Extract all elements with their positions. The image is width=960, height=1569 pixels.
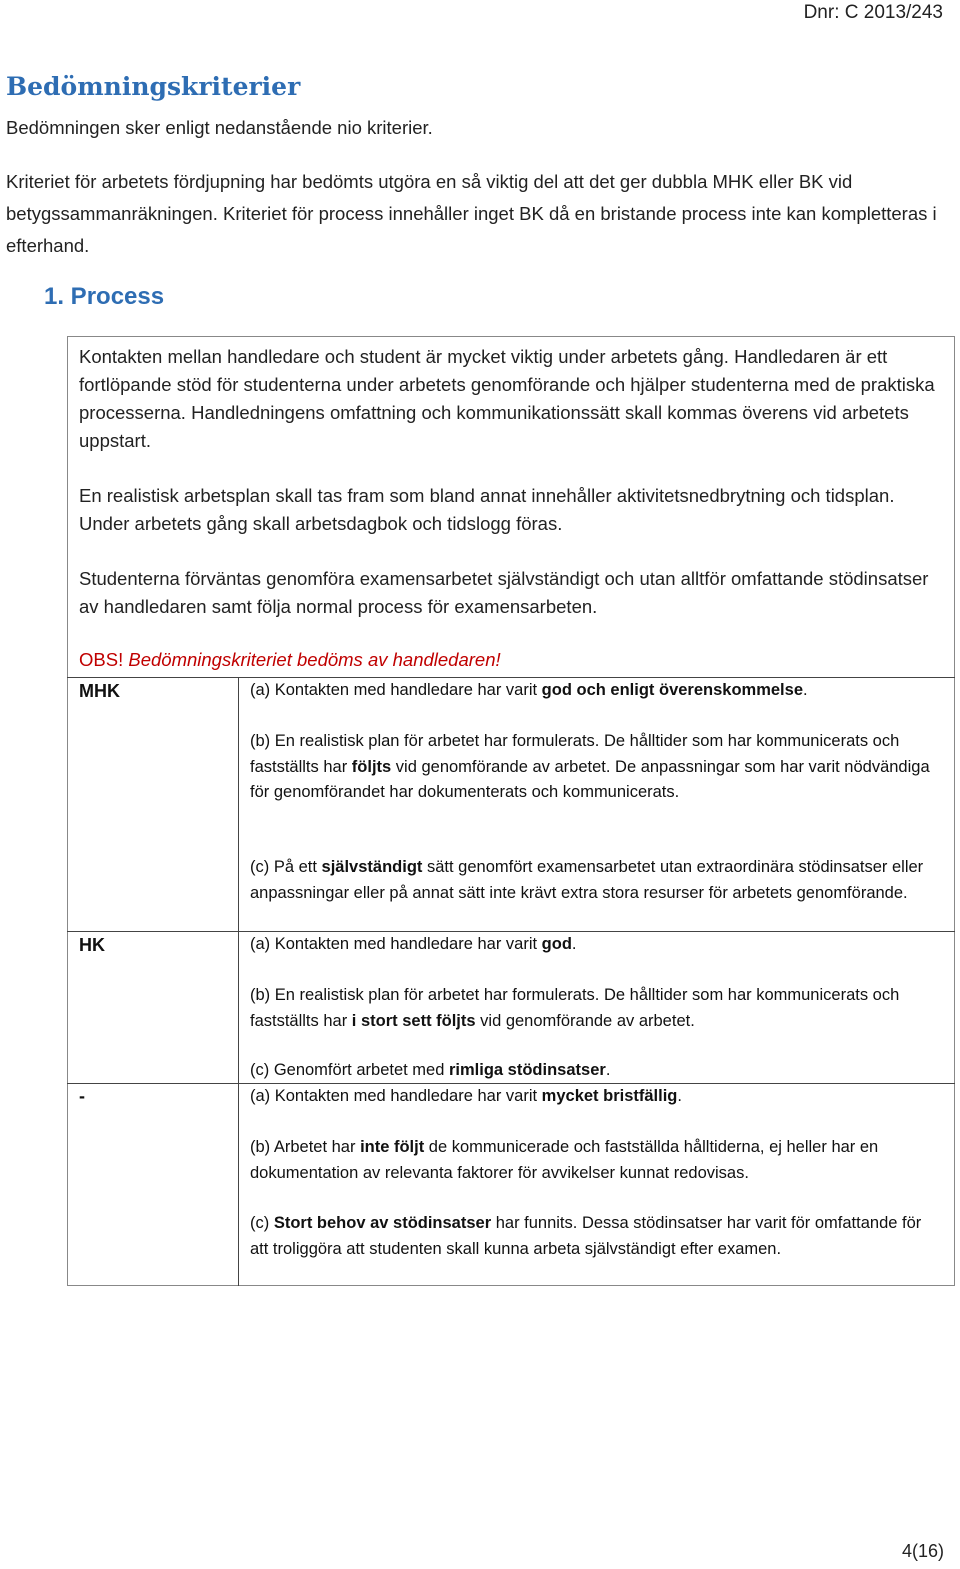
criterion-fail-a: (a) Kontakten med handledare har varit mycket bristfällig.	[250, 1087, 682, 1105]
criterion-hk-a: (a) Kontakten med handledare har varit god.	[250, 935, 577, 953]
grade-label-fail: -	[79, 1086, 85, 1106]
grade-label-mhk: MHK	[79, 681, 120, 701]
intro-text: Bedömningen sker enligt nedanstående nio kriterier.	[6, 117, 433, 138]
process-paragraph-1: Kontakten mellan handledare och student är mycket viktig under arbetets gång. Handledaren är ett fortlöpande stöd för studenterna under arbetets genomförande och hjälper studenterna med de praktiska processerna. Handledningens omfattning och kommunikationssätt skall kommas överens vid arbetets uppstart.	[79, 346, 935, 451]
criterion-mhk-a: (a) Kontakten med handledare har varit god och enligt överenskommelse.	[250, 681, 808, 699]
criterion-hk-b: (b) En realistisk plan för arbetet har formulerats. De hålltider som har kommunicerats och fastställts har i stort sett följts vid genomförande av arbetet.	[250, 986, 900, 1030]
page-number: 4(16)	[901, 1541, 944, 1561]
obs-prefix: OBS!	[79, 649, 124, 670]
obs-text: Bedömningskriteriet bedöms av handledaren!	[123, 649, 501, 670]
grade-label-hk: HK	[79, 935, 105, 955]
obs-note	[79, 649, 501, 671]
page-title: Bedömningskriterier	[6, 72, 301, 101]
process-paragraph-3: Studenterna förväntas genomföra examensarbetet självständigt och utan alltför omfattande stödinsatser av handledaren samt följa normal process för examensarbeten.	[79, 568, 929, 617]
criterion-fail-c: (c) Stort behov av stödinsatser har funnits. Dessa stödinsatser har varit för omfattande för att troliggöra att studenten skall kunna arbeta självständigt efter examen.	[250, 1214, 922, 1258]
table-column-divider	[238, 677, 239, 1286]
criterion-fail-b: (b) Arbetet har inte följt de kommunicerade och fastställda hålltiderna, ej heller har en dokumentation av relevanta faktorer för avvikelser kunnat redovisas.	[250, 1138, 879, 1182]
intro-note: Kriteriet för arbetets fördjupning har bedömts utgöra en så viktig del att det ger dubbla MHK eller BK vid betygssammanräkningen. Kriteriet för process innehåller inget BK då en bristande process inte kan kompletteras i efterhand.	[6, 171, 937, 256]
criterion-mhk-b: (b) En realistisk plan för arbetet har formulerats. De hålltider som har kommunicerats och fastställts har följts vid genomförande av arbetet. De anpassningar som har varit nödvändiga för genomförandet har dokumenterats och kommunicerats.	[250, 732, 930, 801]
section-heading: 1. Process	[44, 283, 165, 310]
process-paragraph-2: En realistisk arbetsplan skall tas fram som bland annat innehåller aktivitetsnedbrytning och tidsplan. Under arbetets gång skall arbetsdagbok och tidslogg föras.	[79, 485, 895, 534]
criterion-mhk-c: (c) På ett självständigt sätt genomfört examensarbetet utan extraordinära stödinsatser eller anpassningar eller på annat sätt inte krävt extra stora resurser för arbetets genomförande.	[250, 858, 924, 902]
criterion-hk-c: (c) Genomfört arbetet med rimliga stödinsatser.	[250, 1061, 611, 1079]
document-reference: Dnr: C 2013/243	[803, 2, 943, 23]
